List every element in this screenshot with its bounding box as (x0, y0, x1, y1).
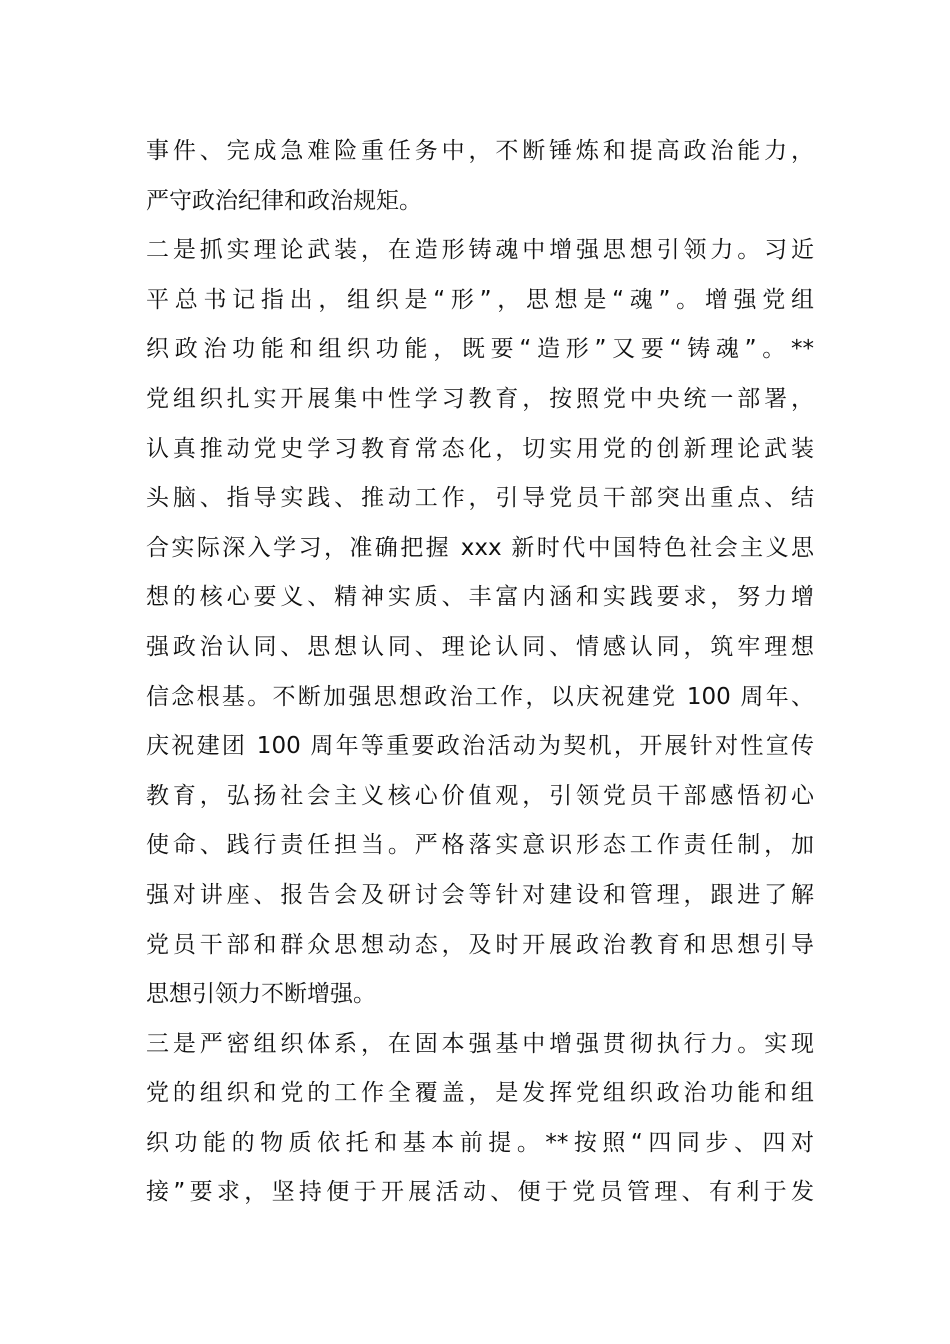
text-line: 使命、践行责任担当。严格落实意识形态工作责任制，加 (146, 832, 814, 859)
text-line: 党的组织和党的工作全覆盖，是发挥党组织政治功能和组 (146, 1080, 814, 1107)
text-line: 织功能的物质依托和基本前提。**按照“四同步、四对 (146, 1129, 814, 1156)
text-line: 三是严密组织体系，在固本强基中增强贯彻执行力。实现 (146, 1030, 814, 1057)
text-line: 织政治功能和组织功能，既要“造形”又要“铸魂”。** (146, 336, 814, 363)
text-line: 信念根基。不断加强思想政治工作，以庆祝建党 100 周年、 (146, 683, 814, 710)
text-line: 庆祝建团 100 周年等重要政治活动为契机，开展针对性宣传 (146, 733, 814, 760)
text-line: 严守政治纪律和政治规矩。 (146, 187, 422, 214)
body-text (146, 127, 814, 1218)
text-line: 平总书记指出，组织是“形”，思想是“魂”。增强党组 (146, 286, 814, 313)
text-line: 思想引领力不断增强。 (146, 981, 376, 1008)
text-line: 党员干部和群众思想动态，及时开展政治教育和思想引导 (146, 931, 814, 958)
text-line: 教育，弘扬社会主义核心价值观，引领党员干部感悟初心 (146, 782, 814, 809)
text-line: 合实际深入学习，准确把握 xxx 新时代中国特色社会主义思 (146, 534, 814, 561)
text-line: 事件、完成急难险重任务中，不断锤炼和提高政治能力， (146, 138, 814, 164)
text-line: 强政治认同、思想认同、理论认同、情感认同，筑牢理想 (146, 633, 814, 660)
text-line: 接”要求，坚持便于开展活动、便于党员管理、有利于发 (146, 1179, 814, 1206)
text-line: 头脑、指导实践、推动工作，引导党员干部突出重点、结 (146, 485, 814, 512)
text-line: 想的核心要义、精神实质、丰富内涵和实践要求，努力增 (146, 584, 814, 611)
text-line: 认真推动党史学习教育常态化，切实用党的创新理论武装 (146, 435, 814, 462)
text-line: 二是抓实理论武装，在造形铸魂中增强思想引领力。习近 (146, 237, 814, 264)
text-line: 强对讲座、报告会及研讨会等针对建设和管理，跟进了解 (146, 881, 814, 908)
text-line: 党组织扎实开展集中性学习教育，按照党中央统一部署， (146, 385, 814, 412)
